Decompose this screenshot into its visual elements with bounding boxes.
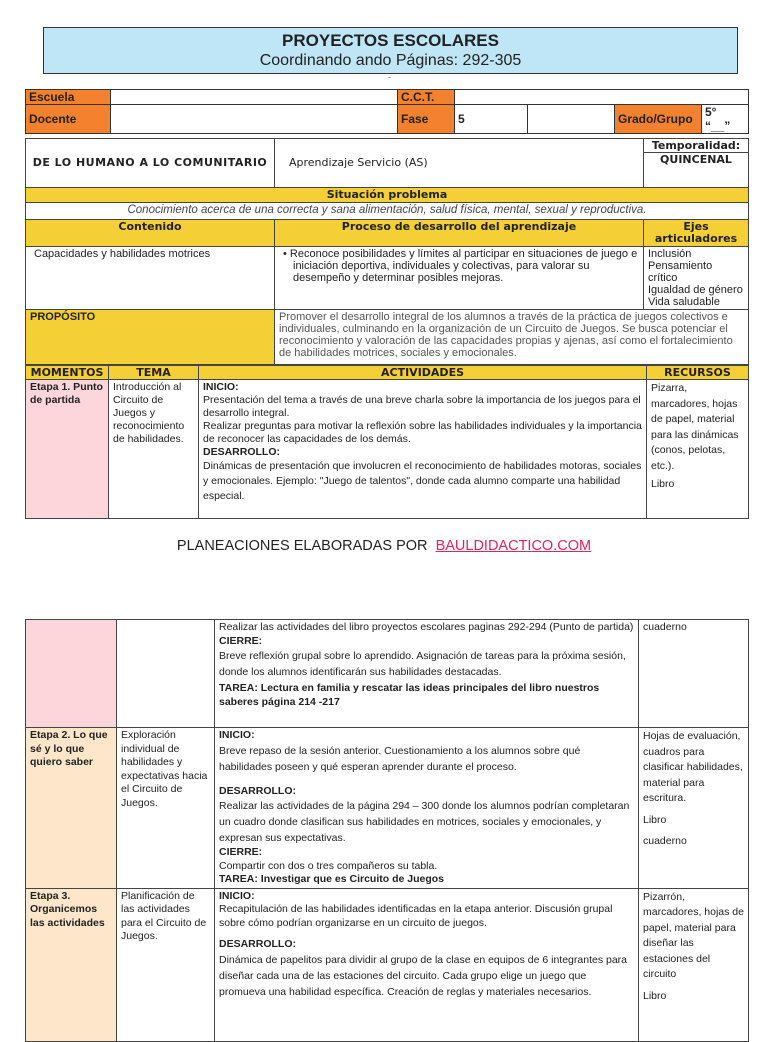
cierre-label: CIERRE: <box>219 634 263 647</box>
campo-formativo: DE LO HUMANO A LO COMUNITARIO <box>26 139 275 188</box>
etapa2-tema: Exploración individual de habilidades y expectativas hacia el Circuito de Juegos. <box>117 728 215 889</box>
inicio-label: INICIO: <box>219 889 255 902</box>
inicio-label: INICIO: <box>203 381 239 393</box>
planning-table <box>25 138 749 365</box>
desarrollo-label: DESARROLLO: <box>219 784 296 797</box>
recurso-libro: Libro <box>643 813 667 826</box>
eje-item: Igualdad de género <box>648 284 743 296</box>
docente-field[interactable] <box>111 105 398 134</box>
desarrollo-label: DESARROLLO: <box>219 938 296 950</box>
recurso-libro: Libro <box>643 989 667 1002</box>
etapa1-momento: Etapa 1. Punto de partida <box>26 380 109 519</box>
ejes-list <box>644 247 749 310</box>
col-momentos: MOMENTOS <box>26 366 109 380</box>
grado-label: Grado/Grupo <box>615 105 702 134</box>
escuela-field[interactable] <box>111 90 398 105</box>
etapa1-desarrollo: Dinámicas de presentación que involucren el reconocimiento de habilidades motoras, sociales y emocionales. Ejemplo: "Juego de talentos", donde cada alumno comparte una habilidad especial. <box>203 460 642 502</box>
contenido-text: Capacidades y habilidades motrices <box>26 247 275 310</box>
recursos-text: Hojas de evaluación, cuadros para clasificar habilidades, material para escritura. <box>643 730 743 804</box>
etapa3-inicio: Recapitulación de las habilidades identificadas en la etapa anterior. Discusión grupal sobre cómo podrían organizarse en un circuito de juegos. <box>219 903 613 929</box>
etapa1b-cierre: Breve reflexión grupal sobre lo aprendido. Asignación de tareas para la próxima sesión, donde los alumnos identificarán sus habilidades destacadas. <box>219 650 626 678</box>
etapa2-actividades <box>215 728 639 889</box>
banner-text: PLANEACIONES ELABORADAS POR <box>176 538 428 554</box>
etapa1b-recurso: cuaderno <box>639 620 749 728</box>
eje-item: Pensamiento crítico <box>648 260 713 284</box>
etapa1-recursos <box>647 380 749 519</box>
contenido-label: Contenido <box>26 220 275 247</box>
metodologia: Aprendizaje Servicio (AS) <box>275 139 644 188</box>
page-subtitle: Coordinando ando Páginas: 292-305 <box>259 52 522 69</box>
recurso-cuaderno: cuaderno <box>643 835 687 847</box>
activities-table-continued <box>25 619 749 1042</box>
situacion-text: Conocimiento acerca de una correcta y sana alimentación, salud física, mental, sexual y reproductiva. <box>26 203 749 220</box>
fase-blank <box>528 105 615 134</box>
fase-label: Fase <box>398 105 455 134</box>
col-recursos: RECURSOS <box>647 366 749 380</box>
dot-mark: - <box>388 72 391 82</box>
etapa3-desarrollo: Dinámica de papelitos para dividir al grupo de la clase en equipos de 6 integrantes para diseñar cada una de las estaciones del circuito. Cada grupo elige un juego que promueva una habilidad específica. Creación de reglas y materiales necesarios. <box>219 953 628 998</box>
fase-value: 5 <box>455 105 528 134</box>
etapa1-tema-cont <box>117 620 215 728</box>
grado-value: 5° “__” <box>702 105 749 134</box>
info-table <box>25 89 749 134</box>
etapa3-momento: Etapa 3. Organicemos las actividades <box>26 888 117 1041</box>
eje-item: Inclusión <box>648 248 692 260</box>
recurso-libro: Libro <box>651 478 675 490</box>
docente-label: Docente <box>26 105 111 134</box>
cierre-label: CIERRE: <box>219 846 263 858</box>
col-tema: TEMA <box>109 366 199 380</box>
cct-label: C.C.T. <box>398 90 455 105</box>
etapa2-cierre: Compartir con dos o tres compañeros su tabla. <box>219 859 438 872</box>
temporalidad-value: QUINCENAL <box>644 153 749 188</box>
col-actividades: ACTIVIDADES <box>199 366 647 380</box>
eje-item: Vida saludable <box>648 296 720 308</box>
page-title: PROYECTOS ESCOLARES <box>282 31 499 50</box>
etapa1b-tarea: TAREA: Lectura en familia y rescatar las ideas principales del libro nuestros saberes página 214 -217 <box>219 682 600 708</box>
ejes-label: Ejes articuladores <box>644 220 749 247</box>
etapa2-desarrollo: Realizar las actividades de la página 294 – 300 donde los alumnos podrían completaran un cuadro donde clasifican sus habilidades en motrices, sociales y emocionales, y expresan sus expectativas. <box>219 800 630 844</box>
etapa1b-actividad: Realizar las actividades del libro proyectos escolares paginas 292-294 (Punto de partida) <box>219 621 634 633</box>
cct-field[interactable] <box>455 90 749 105</box>
promo-banner <box>0 538 768 554</box>
activities-table <box>25 365 749 519</box>
etapa1-tema: Introducción al Circuito de Juegos y reconocimiento de habilidades. <box>109 380 199 519</box>
banner-link[interactable]: BAULDIDACTICO.COM <box>435 538 592 554</box>
etapa2-recursos <box>639 728 749 889</box>
etapa2-momento: Etapa 2. Lo que sé y lo que quiero saber <box>26 728 117 889</box>
proceso-label: Proceso de desarrollo del aprendizaje <box>275 220 644 247</box>
etapa1-momento-cont <box>26 620 117 728</box>
proposito-label: PROPÓSITO <box>26 310 275 365</box>
desarrollo-label: DESARROLLO: <box>203 446 280 458</box>
etapa1-inicio-1: Presentación del tema a través de una breve charla sobre la importancia de los juegos para el desarrollo integral. <box>203 394 641 419</box>
recursos-text: Pizarrón, marcadores, hojas de papel, material para diseñar las estaciones del circuito <box>643 890 744 980</box>
etapa3-recursos <box>639 888 749 1041</box>
escuela-label: Escuela <box>26 90 111 105</box>
etapa1-actividades <box>199 380 647 519</box>
situacion-label: Situación problema <box>26 188 749 203</box>
proposito-text: Promover el desarrollo integral de los alumnos a través de la práctica de juegos colectivos e individuales, culminando en la organización de un Circuito de Juegos. Se busca potenciar el reconocimiento y valoración de las capacidades propias y ajenas, así como el fortalecimiento de habilidades motrices, sociales y emocionales. <box>275 310 749 365</box>
etapa1-inicio-2: Realizar preguntas para motivar la reflexión sobre las habilidades individuales y la importancia de reconocer las capacidades de los demás. <box>203 420 642 445</box>
etapa3-tema: Planificación de las actividades para el Circuito de Juegos. <box>117 888 215 1041</box>
etapa3-actividades <box>215 888 639 1041</box>
etapa1b-actividades <box>215 620 639 728</box>
page-title-box <box>43 27 738 74</box>
temporalidad-label: Temporalidad: <box>644 139 749 153</box>
etapa2-tarea: TAREA: Investigar que es Circuito de Juegos <box>219 873 445 885</box>
proceso-text: • Reconoce posibilidades y límites al participar en situaciones de juego e iniciación deportiva, individuales y colectivas, para valorar su desempeño y determinar posibles mejoras. <box>275 247 644 310</box>
recursos-text: Pizarra, marcadores, hojas de papel, material para las dinámicas (conos, pelotas, etc.). <box>651 382 739 472</box>
inicio-label: INICIO: <box>219 729 255 741</box>
etapa2-inicio: Breve repaso de la sesión anterior. Cuestionamiento a los alumnos sobre qué habilidades poseen y qué esperan aprender durante el proceso. <box>219 744 581 773</box>
